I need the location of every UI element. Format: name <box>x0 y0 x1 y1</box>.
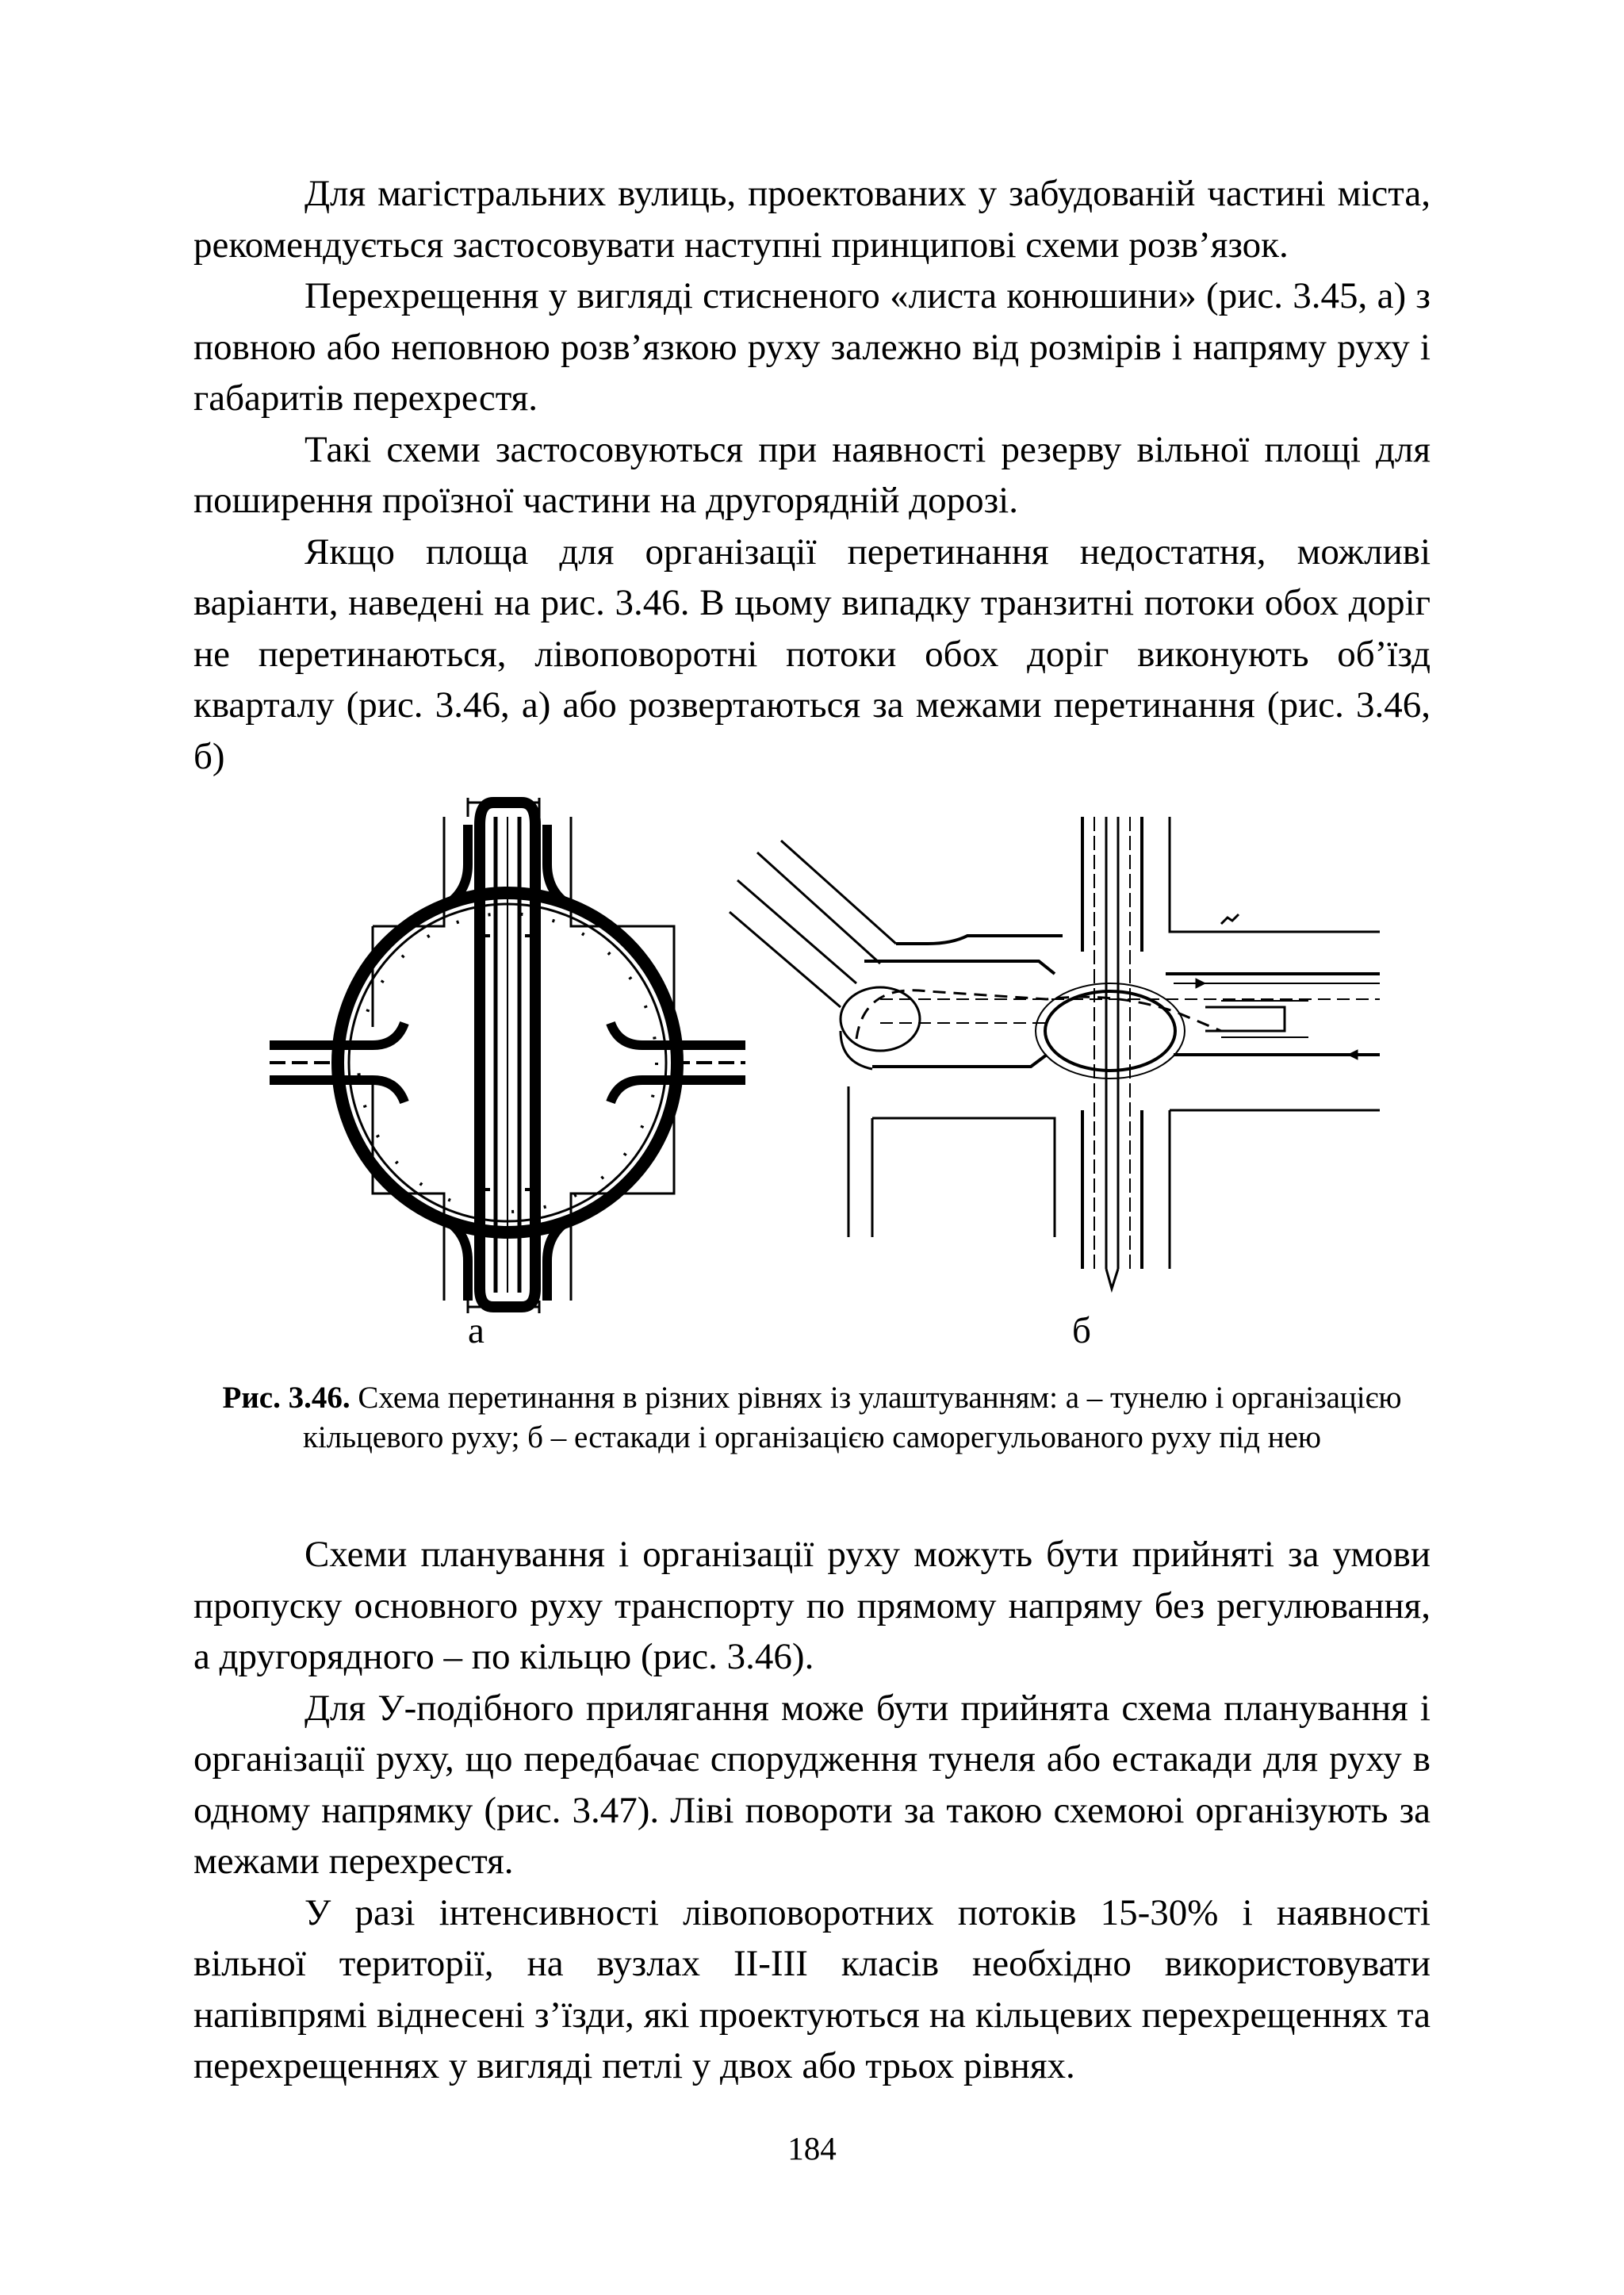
paragraph: Перехрещення у вигляді стисненого «листа конюшини» (рис. 3.45, а) з повною або неповною розв’язкою руху залежно від розмірів і напряму руху і габаритів перехрестя. <box>193 275 1431 419</box>
paragraph: Схеми планування і організації руху можуть бути прийняті за умови пропуску основного руху транспорту по прямому напряму без регулювання, а другорядного – по кільцю (рис. 3.46). <box>193 1534 1431 1677</box>
figure-b-label: б <box>1072 1310 1091 1351</box>
paragraph: У разі інтенсивності лівоповоротних потоків 15-30% і наявності вільної території, на вузлах ІІ-ІІІ класів необхідно використовувати напівпрямі віднесені з’їзди, які проектуються на кільцевих перехрещеннях та перехрещеннях у вигляді петлі у двох або трьох рівнях. <box>193 1891 1431 2086</box>
figure-b-overpass-diagram <box>730 817 1380 1289</box>
paragraph: Для У-подібного прилягання може бути прийнята схема планування і організації руху, що передбачає спорудження тунеля або естакади для руху в одному напрямку (рис. 3.47). Ліві повороти за такою схемоюі організують за межами перехрестя. <box>193 1687 1431 1882</box>
page-number: 184 <box>787 2130 837 2167</box>
figure-a-label: а <box>468 1310 485 1351</box>
paragraph: Такі схеми застосовуються при наявності резерву вільної площі для поширення проїзної частини на другорядній дорозі. <box>193 428 1431 521</box>
figure-caption <box>193 1378 1431 1458</box>
caption-text: Схема перетинання в різних рівнях із улаштуванням: а – тунелю і організацією кільцевого руху; б – естакади і організацією саморегульованого руху під нею <box>302 1381 1402 1454</box>
body-text-bottom <box>193 1529 1431 2092</box>
figure-a-roundabout-tunnel-diagram <box>270 798 745 1313</box>
paragraph: Якщо площа для організації перетинання недостатня, можливі варіанти, наведені на рис. 3.46. В цьому випадку транзитні потоки обох доріг не перетинаються, лівоповоротні потоки обох доріг виконують об’їзд кварталу (рис. 3.46, а) або розвертаються за межами перетинання (рис. 3.46, б) <box>193 531 1431 777</box>
body-text-top <box>193 168 1431 782</box>
caption-number: Рис. 3.46. <box>222 1381 350 1415</box>
paragraph: Для магістральних вулиць, проектованих у забудованій частині міста, рекомендується застосовувати наступні принципові схеми розв’язок. <box>193 173 1431 266</box>
